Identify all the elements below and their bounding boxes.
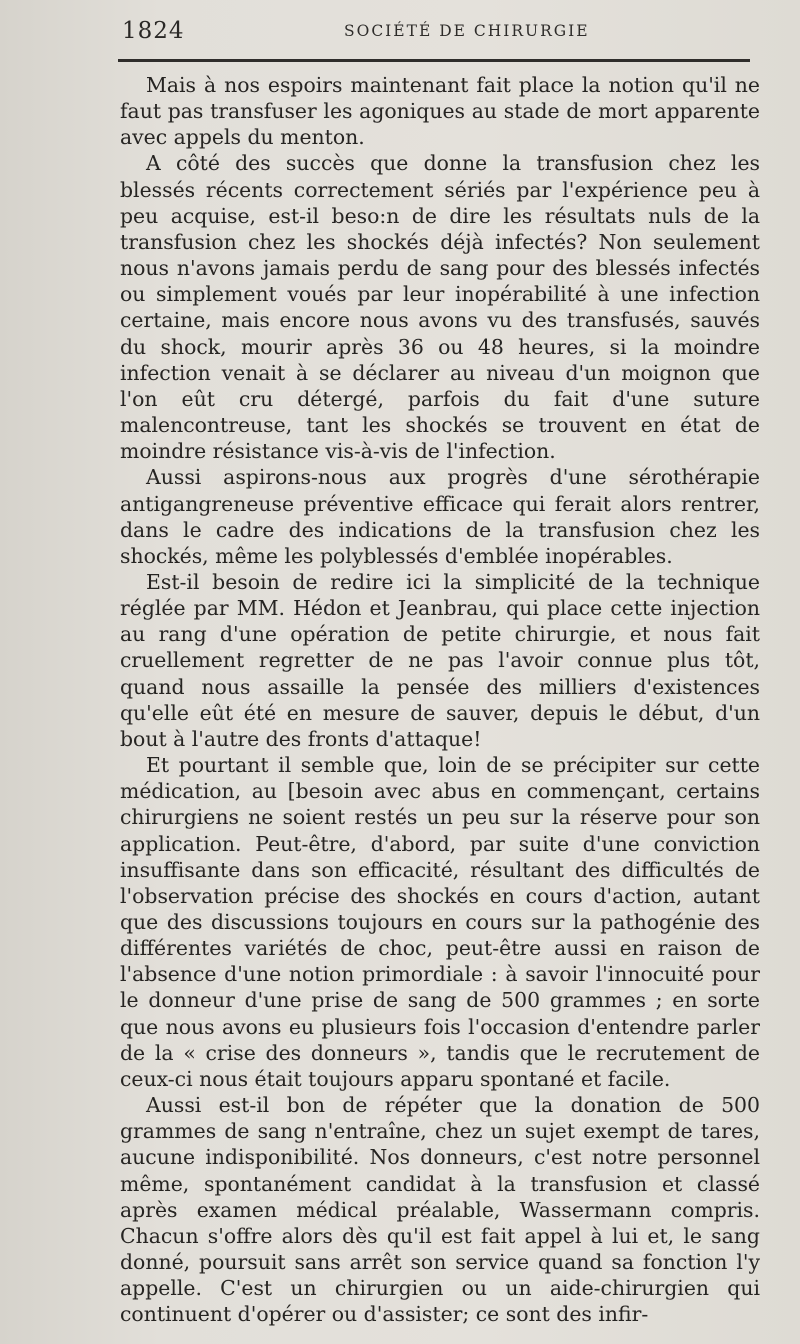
- paragraph: A côté des succès que donne la transfusion chez les blessés récents correctement sériés par l'expérience peu à peu acquise, est-il beso:n de dire les résultats nuls de la transfusion chez les shockés déjà infectés? Non seulement nous n'avons jamais perdu de sang pour des blessés infectés ou simplement voués par leur inopérabilité à une infection certaine, mais encore nous avons vu des transfusés, sauvés du shock, mourir après 36 ou 48 heures, si la moindre infection venait à se déclarer au niveau d'un moignon que l'on eût cru détergé, parfois du fait d'une suture malencontreuse, tant les shockés se trouvent en état de moindre résistance vis-à-vis de l'infection.: [120, 151, 760, 464]
- paragraph: Aussi aspirons-nous aux progrès d'une sérothérapie antigangreneuse préventive efficace qui ferait alors rentrer, dans le cadre des indications de la transfusion chez les shockés, même les polyblessés d'emblée inopérables.: [120, 465, 760, 568]
- body-text: [120, 72, 760, 1328]
- paragraph: Mais à nos espoirs maintenant fait place la notion qu'il ne faut pas transfuser les agoniques au stade de mort apparente avec appels du menton.: [120, 73, 760, 150]
- paragraph: Et pourtant il semble que, loin de se précipiter sur cette médication, au [besoin avec abus en commençant, certains chirurgiens ne soient restés un peu sur la réserve pour son application. Peut-être, d'abord, par suite d'une conviction insuffisante dans son efficacité, résultant des difficultés de l'observation précise des shockés en cours d'action, autant que des discussions toujours en cours sur la pathogénie des différentes variétés de choc, peut-être aussi en raison de l'absence d'une notion primordiale : à savoir l'innocuité pour le donneur d'une prise de sang de 500 grammes ; en sorte que nous avons eu plusieurs fois l'occasion d'entendre parler de la « crise des donneurs », tandis que le recrutement de ceux-ci nous était toujours apparu spontané et facile.: [120, 753, 760, 1091]
- paragraph: Est-il besoin de redire ici la simplicité de la technique réglée par MM. Hédon et Jeanbrau, qui place cette injection au rang d'une opération de petite chirurgie, et nous fait cruellement regretter de ne pas l'avoir connue plus tôt, quand nous assaille la pensée des milliers d'existences qu'elle eût été en mesure de sauver, depuis le début, d'un bout à l'autre des fronts d'attaque!: [120, 569, 760, 751]
- page-number: 1824: [122, 18, 185, 44]
- header-rule: [118, 59, 750, 62]
- running-head: SOCIÉTÉ DE CHIRURGIE: [344, 22, 590, 40]
- paragraph: Aussi est-il bon de répéter que la donation de 500 grammes de sang n'entraîne, chez un sujet exempt de tares, aucune indisponibilité. Nos donneurs, c'est notre personnel même, spontanément candidat à la transfusion et classé après examen médical préalable, Wassermann compris. Chacun s'offre alors dès qu'il est fait appel à lui et, le sang donné, poursuit sans arrêt son service quand sa fonction l'y appelle. C'est un chirurgien ou un aide-chirurgien qui continuent d'opérer ou d'assister; ce sont des infir-: [120, 1093, 760, 1327]
- page-header: [122, 14, 764, 46]
